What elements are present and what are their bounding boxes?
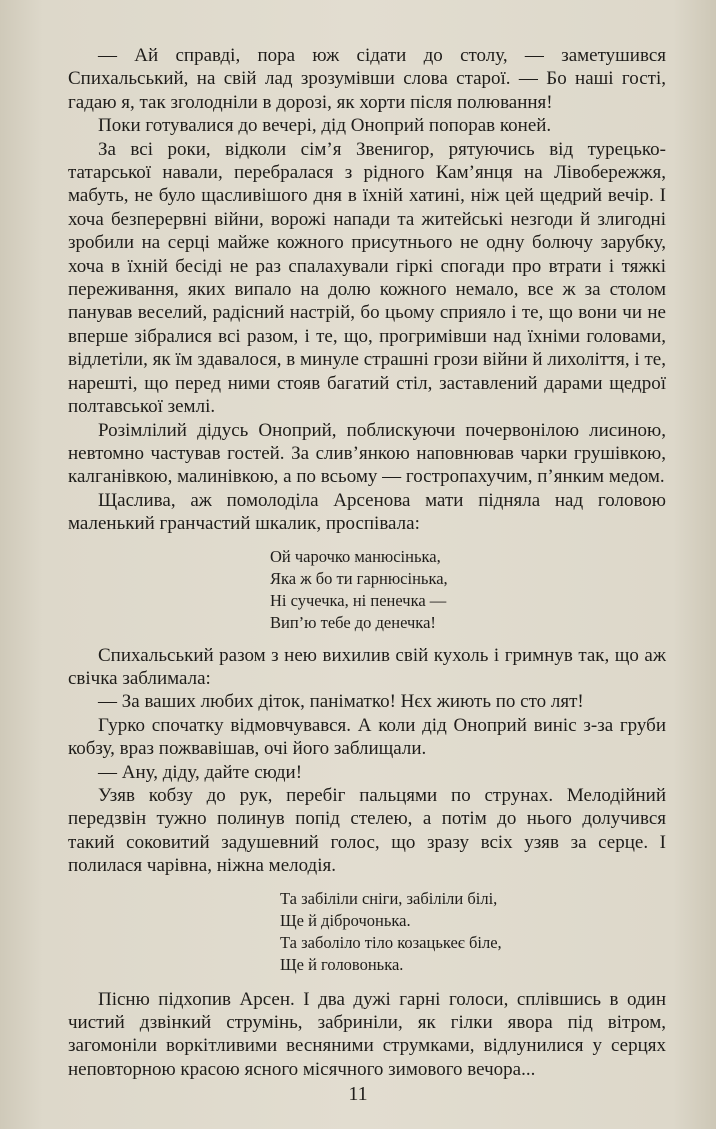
paragraph: — За ваших любих діток, паніматко! Нєх жиють по сто лят! xyxy=(98,691,584,713)
paragraph: Розімлілий дідусь Оноприй, поблискуючи почервонілою лисиною, невтомно частував гостей. За слив’янкою наповнював чарки грушівкою, калганівкою, малинівкою, а по всьому — гостропахучим, п’янким медом. xyxy=(68,419,666,488)
paragraph: За всі роки, відколи сім’я Звенигор, рятуючись від турецько-татарської навали, перебралася з рідного Кам’янця на Лівобережжя, мабуть, не було щасливішого дня в їхній хатині, ніж цей щедрий вечір. І хоча безперервні війни, ворожі напади та житейські незгоди й злигодні зробили на серці майже кожного присутнього не одну болючу зарубку, хоча в їхній бесіді не раз спалахували гіркі спогади про втрати і тяжкі переживання, яких випало на долю кожного немало, все ж за столом панував веселий, радісний настрій, бо цьому сприяло і те, що вони чи не вперше зібралися всі разом, і те, що, прогримівши над їхніми головами, відлетіли, як їм здавалося, в минуле страшні грози війни й лихоліття, і те, нарешті, що перед ними стояв багатий стіл, заставлений дарами щедрої полтавської землі. xyxy=(68,138,666,418)
verse-line: Вип’ю тебе до денечка! xyxy=(270,612,436,632)
page-text xyxy=(68,44,666,1081)
verse-line: Ой чарочко манюсінька, xyxy=(270,546,441,566)
paragraph: Спихальський разом з нею вихилив свій кухоль і гримнув так, що аж свічка заблимала: xyxy=(68,644,666,689)
paragraph: Пісню підхопив Арсен. І два дужі гарні голоси, сплівшись в один чистий дзвінкий струмінь, забриніли, як гілки явора під вітром, загомоніли воркітливими весняними струмками, відлунилися у серцях неповторною красою ясного місячного зимового вечора... xyxy=(68,988,666,1080)
song-verse-1 xyxy=(68,546,666,634)
paragraph: Поки готувалися до вечері, дід Оноприй попорав коней. xyxy=(98,115,552,137)
song-verse-2 xyxy=(68,888,666,976)
verse-line: Та забіліли сніги, забіліли білі, xyxy=(280,888,498,908)
paragraph: Щаслива, аж помолоділа Арсенова мати підняла над головою маленький гранчастий шкалик, проспівала: xyxy=(68,489,666,535)
verse-line: Ще й діброчонька. xyxy=(280,910,411,930)
paragraph: — Ай справді, пора юж сідати до столу, — заметушився Спихальський, на свій лад зрозумівши слова старої. — Бо наші гості, гадаю я, так зголодніли в дорозі, як хорти після полювання! xyxy=(68,45,666,113)
page-number: 11 xyxy=(348,1083,368,1105)
verse-line: Ні сучечка, ні пенечка — xyxy=(270,590,447,610)
paragraph: Гурко спочатку відмовчувався. А коли дід Оноприй виніс з-за груби кобзу, враз пожвавішав, очі його заблищали. xyxy=(68,714,666,760)
verse-line: Та заболіло тіло козацькеє біле, xyxy=(280,932,502,952)
paragraph: — Ану, діду, дайте сюди! xyxy=(98,761,303,783)
verse-line: Ще й головонька. xyxy=(280,954,404,974)
verse-line: Яка ж бо ти гарнюсінька, xyxy=(270,568,448,588)
paragraph: Узяв кобзу до рук, перебіг пальцями по струнах. Мелодійний передзвін тужно полинув попід стелею, а потім до нього долучився такий соковитий задушевний голос, що зразу всіх узяв за серце. І полилася чарівна, ніжна мелодія. xyxy=(68,784,666,877)
